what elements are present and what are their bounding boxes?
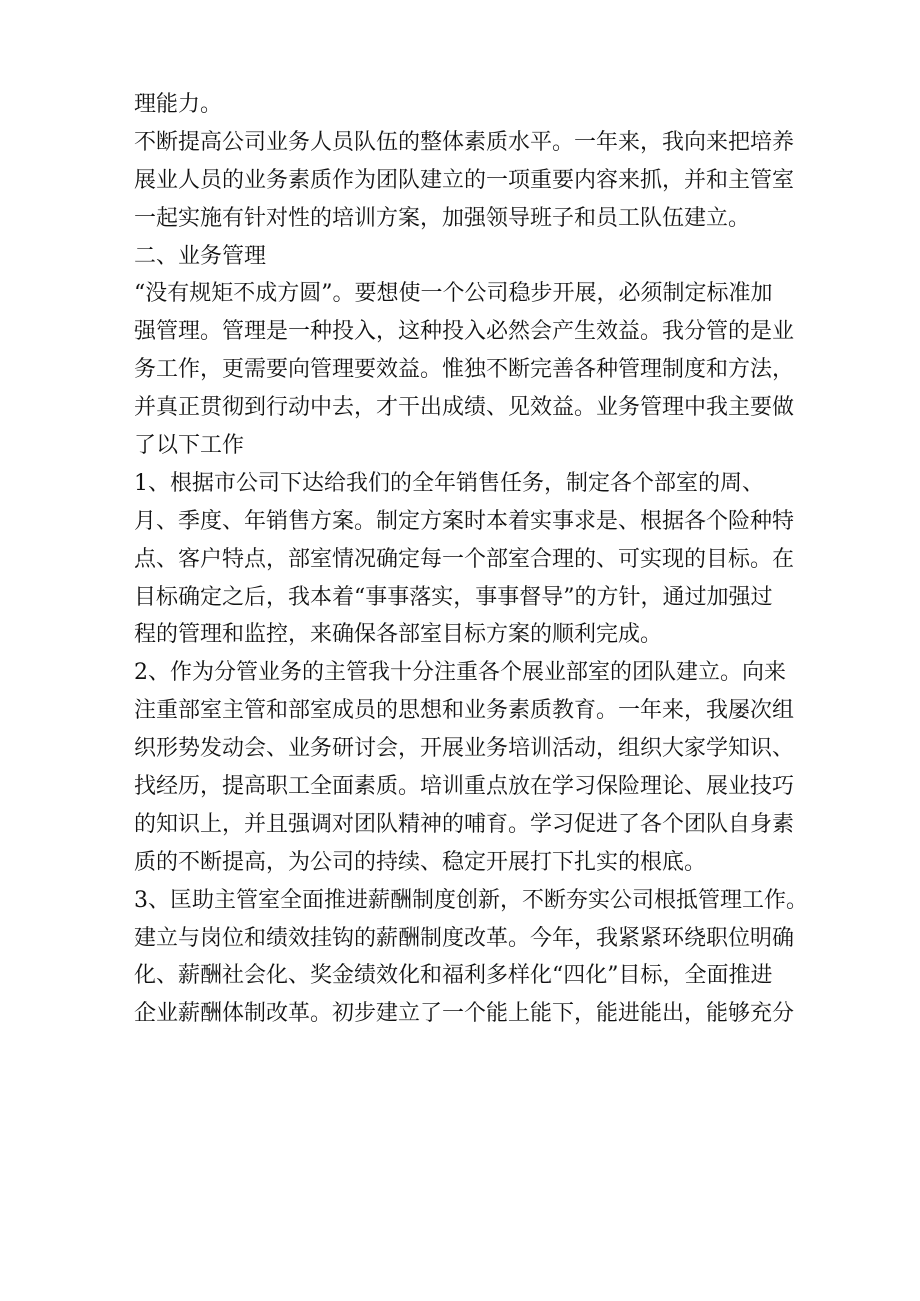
text-line: 务工作，更需要向管理要效益。惟独不断完善各种管理制度和方法， bbox=[134, 357, 795, 383]
text-line: 程的管理和监控，来确保各部室目标方案的顺利完成。 bbox=[134, 622, 663, 648]
section-heading: 二、业务管理 bbox=[134, 243, 267, 269]
text-line: 了以下工作 bbox=[134, 433, 245, 459]
text-line: 织形势发动会、业务研讨会，开展业务培训活动，组织大家学知识、 bbox=[134, 736, 795, 762]
text-line: 目标确定之后，我本着“事事落实，事事督导”的方针，通过加强过 bbox=[134, 584, 773, 610]
text-line: 找经历，提高职工全面素质。培训重点放在学习保险理论、展业技巧 bbox=[134, 774, 795, 800]
text-line: 展业人员的业务素质作为团队建立的一项重要内容来抓，并和主管室 bbox=[134, 167, 795, 193]
text-line: 并真正贯彻到行动中去，才干出成绩、见效益。业务管理中我主要做 bbox=[134, 395, 795, 421]
text-line: 月、季度、年销售方案。制定方案时本着实事求是、根据各个险种特 bbox=[134, 508, 795, 534]
text-line: 一起实施有针对性的培训方案，加强领导班子和员工队伍建立。 bbox=[134, 205, 751, 231]
text-line: 理能力。 bbox=[134, 92, 223, 117]
text-line: 强管理。管理是一种投入，这种投入必然会产生效益。我分管的是业 bbox=[134, 319, 795, 345]
text-line: 企业薪酬体制改革。初步建立了一个能上能下，能进能出，能够充分 bbox=[134, 1001, 795, 1027]
text-line: “没有规矩不成方圆”。要想使一个公司稳步开展，必须制定标准加 bbox=[134, 281, 773, 307]
list-item-2: 2、作为分管业务的主管我十分注重各个展业部室的团队建立。向来 bbox=[134, 660, 786, 686]
text-line: 注重部室主管和部室成员的思想和业务素质教育。一年来，我屡次组 bbox=[134, 698, 795, 724]
text-line: 质的不断提高，为公司的持续、稳定开展打下扎实的根底。 bbox=[134, 849, 707, 875]
list-item-3: 3、匡助主管室全面推进薪酬制度创新，不断夯实公司根抵管理工作。 bbox=[134, 887, 808, 913]
list-item-1: 1、根据市公司下达给我们的全年销售任务，制定各个部室的周、 bbox=[134, 470, 764, 496]
text-line: 不断提高公司业务人员队伍的整体素质水平。一年来，我向来把培养 bbox=[134, 129, 795, 155]
text-line: 的知识上，并且强调对团队精神的哺育。学习促进了各个团队自身素 bbox=[134, 811, 795, 837]
body-text bbox=[134, 86, 808, 1033]
text-line: 建立与岗位和绩效挂钩的薪酬制度改革。今年，我紧紧环绕职位明确 bbox=[134, 925, 795, 951]
text-line: 化、薪酬社会化、奖金绩效化和福利多样化“四化”目标，全面推进 bbox=[134, 963, 773, 989]
text-line: 点、客户特点，部室情况确定每一个部室合理的、可实现的目标。在 bbox=[134, 546, 795, 572]
